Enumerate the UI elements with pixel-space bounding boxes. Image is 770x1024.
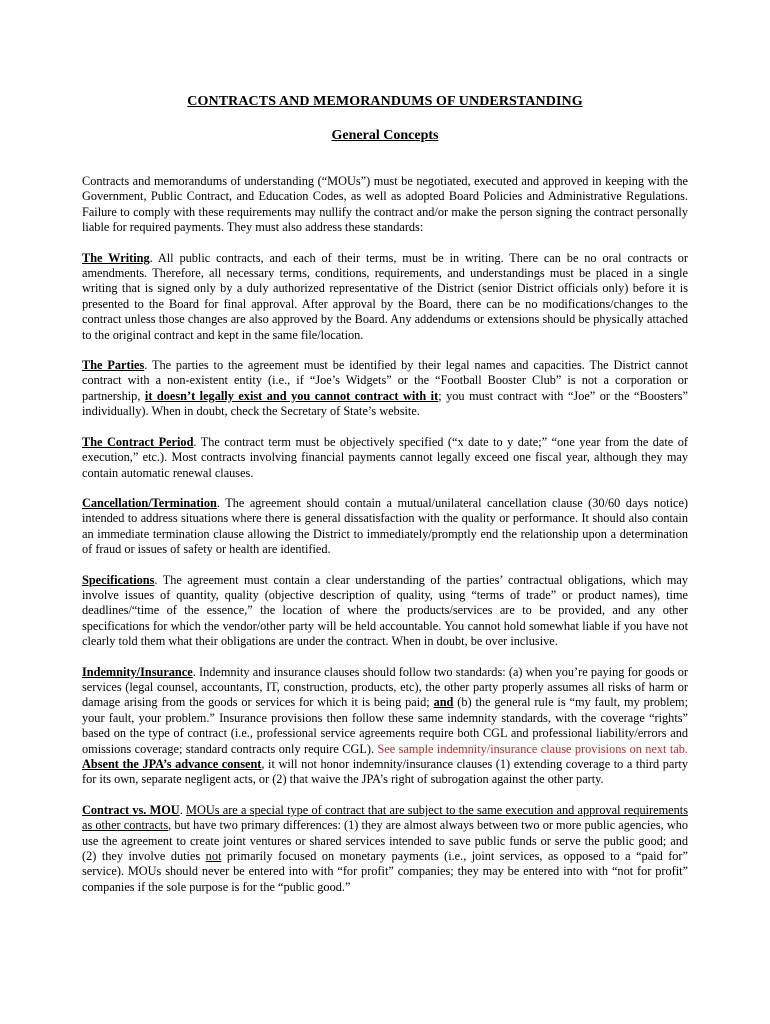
section-text-indemnity-3: , it will not honor indemnity/insurance clauses (1) extending coverage to a third party for its own, separate negligent acts, or (2) that waive the JPA’s right of subrogation against the other party. [82,757,688,787]
section-period [82,435,688,481]
section-text-indemnity-2: (b) the general rule is “my fault, my problem; your fault, your problem.” Insurance provisions then follow these same indemnity standards, with the coverage “rights” based on the type of contract (i.e., professional service agreements require both CGL and professional liability/errors and omissions coverage; standard contracts only require CGL). [82,695,689,756]
section-text-writing: . All public contracts, and each of their terms, must be in writing. There can be no oral contracts or amendments. Therefore, all necessary terms, conditions, requirements, and understandings must be placed in a single writing that is signed only by a duly authorized representative of the District (senior District officials only) before it is presented to the Board for final approval. After approval by the Board, there can be no modifications/changes to the contract unless those changes are also approved by the Board. Any addendums or extensions should be physically attached to the original contract and kept in the same file/location. [82,250,688,342]
section-indemnity [82,665,688,788]
section-parties [82,358,688,420]
section-text-mou-1: . [179,802,187,817]
section-heading-mou: Contract vs. MOU [82,802,180,817]
section-text-mou-3: primarily focused on monetary payments (i.e., joint services, as opposed to a “paid for” service). MOUs should never be entered into with “for profit” companies; they may be entered into with “not for profit” companies if the sole purpose is for the “public good.” [82,849,688,894]
see-sample-note: See sample indemnity/insurance clause provisions on next tab. [377,741,688,756]
parties-emphasis: it doesn’t legally exist and you cannot contract with it [144,388,439,403]
intro-text: Contracts and memorandums of understanding (“MOUs”) must be negotiated, executed and approved in keeping with the Government, Public Contract, and Education Codes, as well as adopted Board Policies and Administrative Regulations. Failure to comply with these requirements may nullify the contract and/or make the person signing the contract personally liable for required payments. They must also address these standards: [82,174,688,235]
section-specifications [82,573,688,650]
document-subtitle: General Concepts [331,128,439,143]
section-text-cancellation: . The agreement should contain a mutual/unilateral cancellation clause (30/60 days notice) intended to address situations where there is general dissatisfaction with the quality or performance. It should also contain an immediate termination clause allowing the District to immediately/promptly end the relationship upon a determination of fraud or issues of safety or health are identified. [82,495,688,557]
section-text-specifications: . The agreement must contain a clear understanding of the parties’ contractual obligations, which may involve issues of quantity, quality (objective description of quality, using “terms of trade” or product names), time deadlines/“time of the essence,” the location of where the products/services are to be provided, and any other specifications for which the vendor/other party will be held accountable. You cannot hold somewhat liable if you have not clearly told them what their obligations are under the contract. When in doubt, be over inclusive. [82,572,688,649]
section-heading-parties: The Parties [82,358,145,373]
intro-paragraph [82,174,688,236]
mou-underlined-statement: MOUs are a special type of contract that are subject to the same execution and approval requirements as other contracts [82,802,688,833]
section-text-mou-2: , but have two primary differences: (1) they are almost always between two or more public agencies, who use the agreement to create joint ventures or shared services intended to save public funds or serve the public good; and (2) they involve duties [82,818,688,864]
section-text-indemnity-1: . Indemnity and insurance clauses should follow two standards: (a) when you’re paying for goods or services (legal counsel, accountants, IT, construction, products, etc), the other party properly assumes all risks of harm or damage arising from the goods or services for which it is being paid; [82,664,688,710]
section-text-period: . The contract term must be objectively specified (“x date to y date;” “one year from the date of execution,” etc.). Most contracts involving financial payments cannot legally exceed one fiscal year, although they may contain automatic renewal clauses. [82,434,688,480]
indemnity-and-emphasis: and [433,695,454,710]
section-mou [82,803,688,895]
section-writing [82,251,688,343]
section-heading-writing: The Writing [82,250,150,265]
section-text-parties-2: ; you must contract with “Joe” or the “Boosters” individually). When in doubt, check the Secretary of State’s website. [82,388,688,419]
section-heading-specifications: Specifications [82,572,155,587]
section-text-parties-1: . The parties to the agreement must be identified by their legal names and capacities. The District cannot contract with a non-existent entity (i.e., if “Joe’s Widgets” or the “Football Booster Club” is not a corporation or partnership, [82,358,688,403]
section-cancellation [82,496,688,558]
document-title: CONTRACTS AND MEMORANDUMS OF UNDERSTANDING [187,94,583,109]
absent-consent-emphasis: Absent the JPA’s advance consent [82,757,262,771]
section-heading-cancellation: Cancellation/Termination [82,495,217,510]
section-heading-indemnity: Indemnity/Insurance [82,664,193,679]
mou-not-emphasis: not [205,849,222,864]
section-heading-period: The Contract Period [82,434,194,449]
